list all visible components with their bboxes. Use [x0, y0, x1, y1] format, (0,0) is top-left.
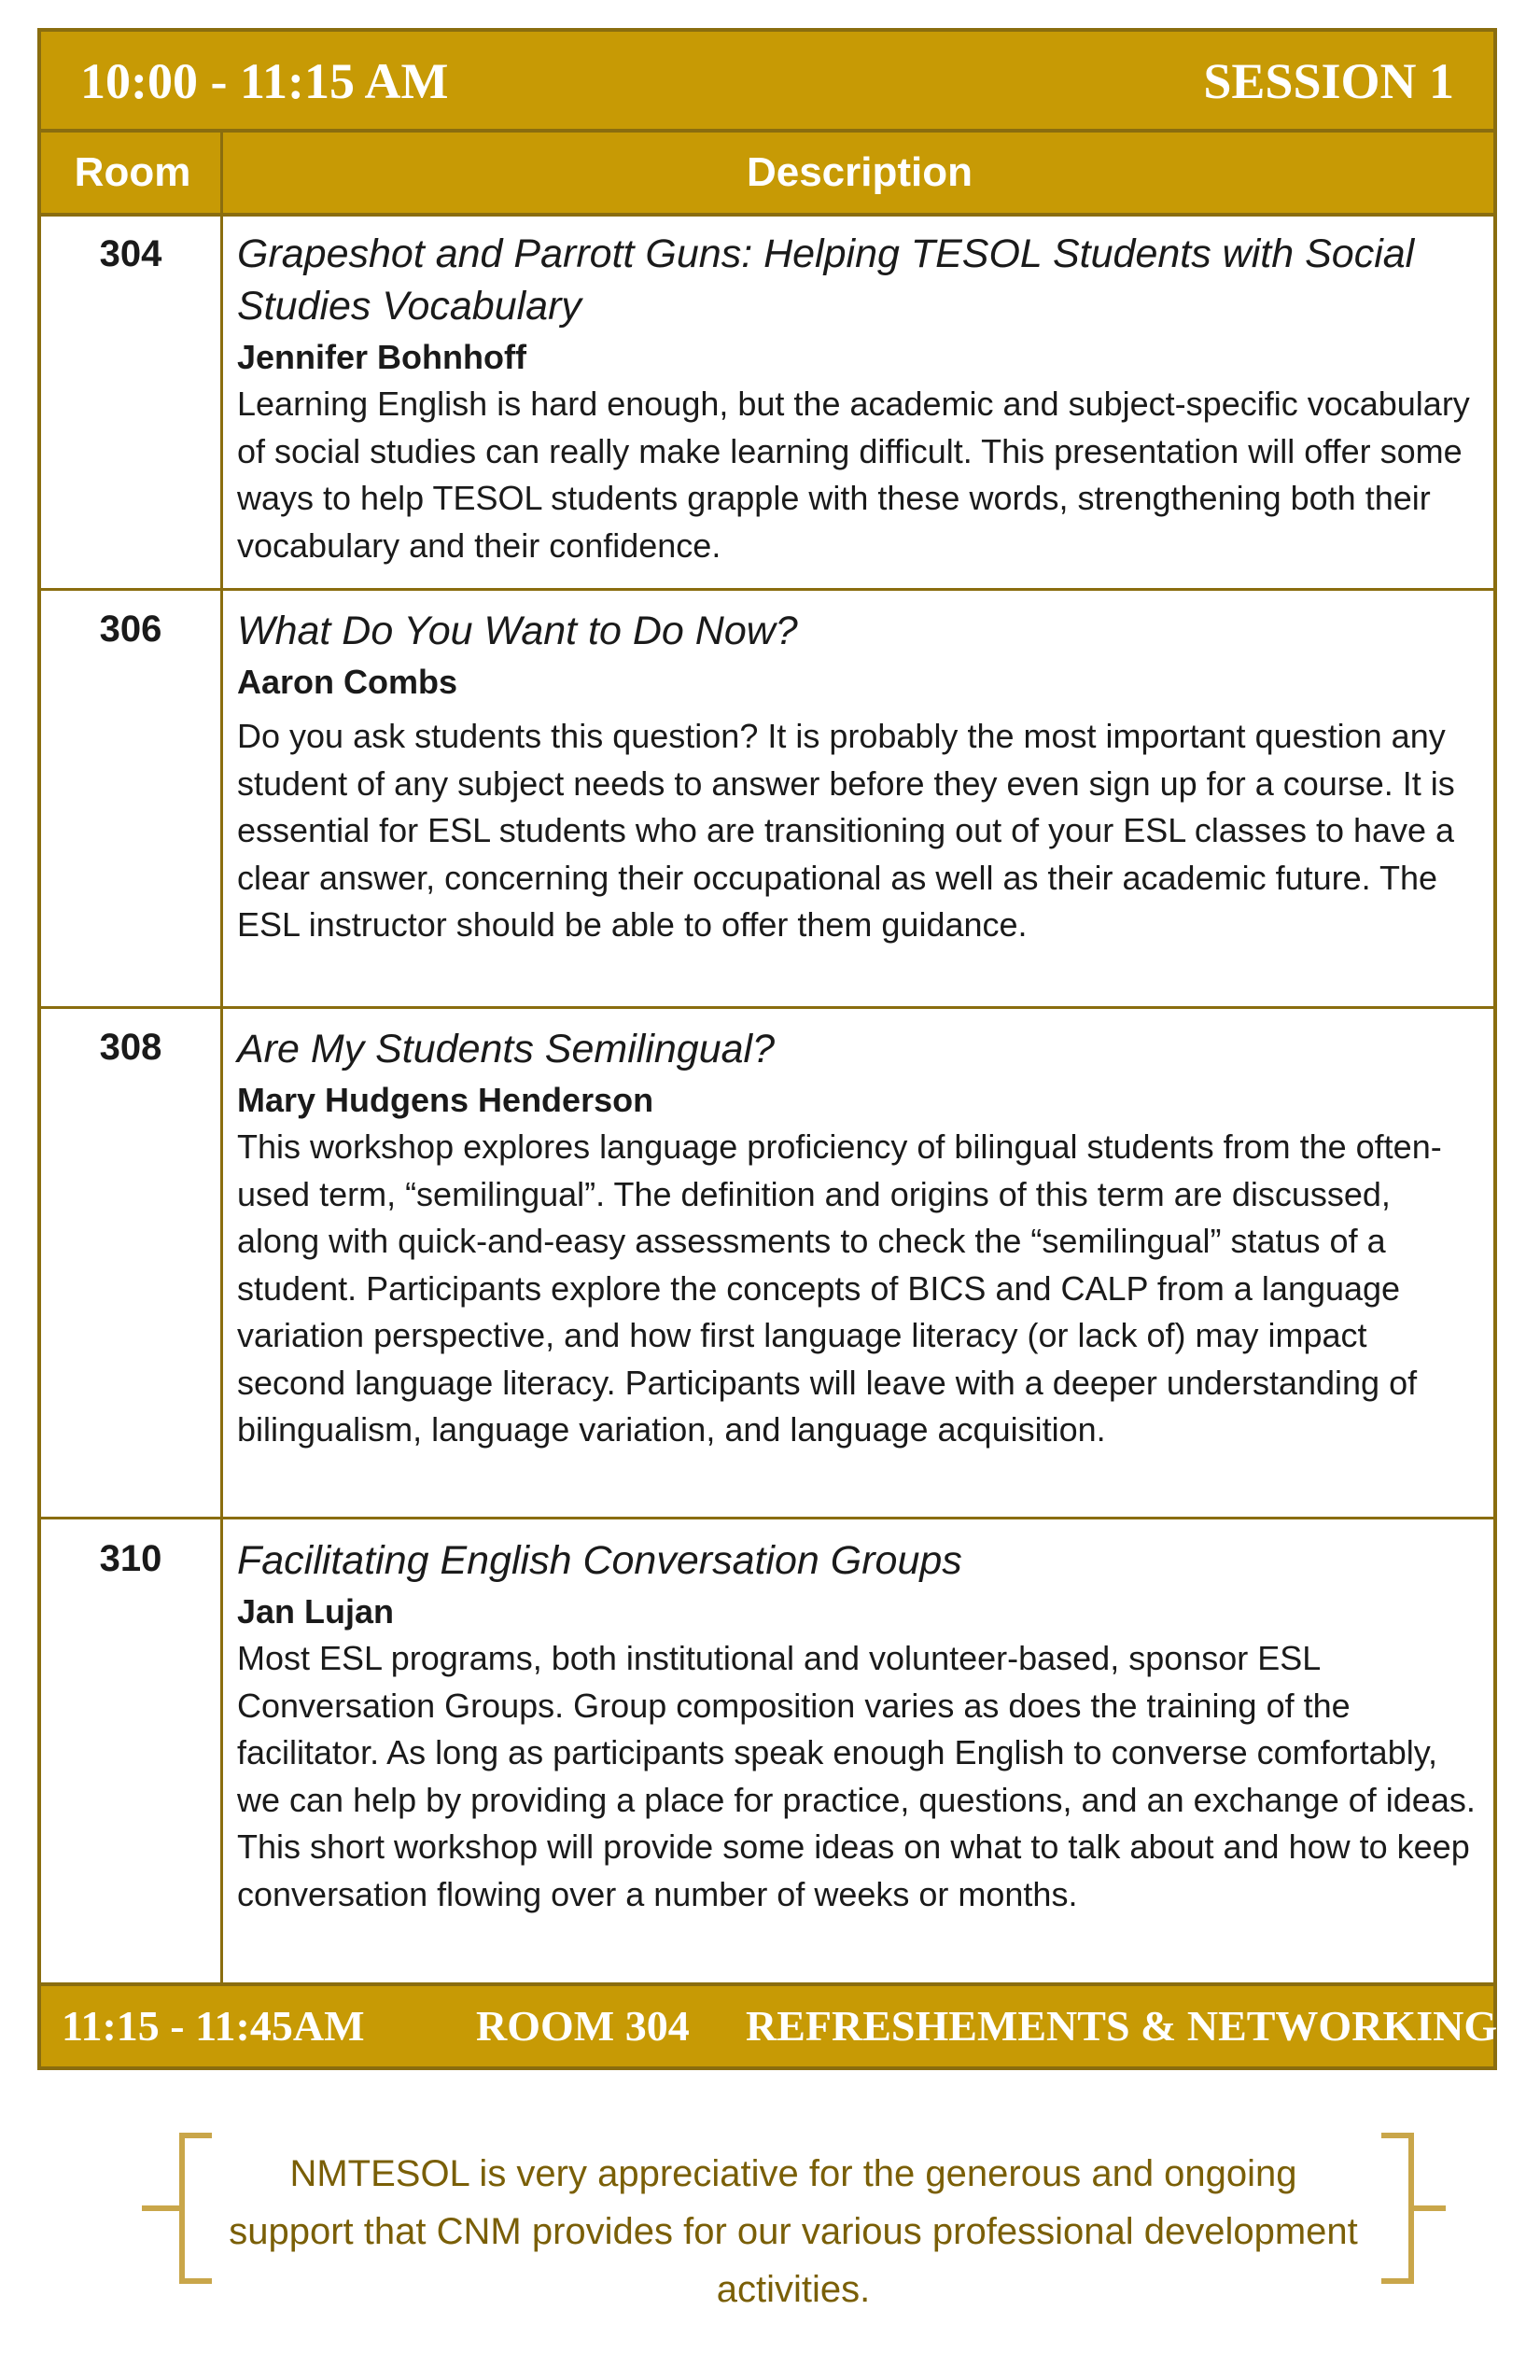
session-title: What Do You Want to Do Now? [237, 609, 798, 653]
room-number: 304 [99, 233, 162, 274]
description-column-header: Description [746, 149, 973, 195]
column-header-row [37, 129, 1497, 217]
session-abstract: Do you ask students this question? It is probably the most important question any student of any subject needs to answer before they even sign up for a course. It is essential for ESL students who are transitioning out of your ESL classes to have a clear answer, concerning their occupational as well as their academic future. The ESL instructor should be able to offer them guidance. [237, 717, 1455, 944]
session-header [37, 28, 1497, 133]
right-bracket-tick [1408, 2205, 1446, 2211]
session-title: Facilitating English Conversation Groups [237, 1538, 962, 1583]
room-number: 306 [99, 609, 162, 650]
row-divider [37, 1517, 1497, 1519]
room-column-header: Room [74, 149, 191, 195]
acknowledgement-note: NMTESOL is very appreciative for the generous and ongoing support that CNM provides for our various professional development activities. [229, 2153, 1358, 2310]
session-title: Are My Students Semilingual? [237, 1027, 776, 1071]
session-abstract: Most ESL programs, both institutional and volunteer-based, sponsor ESL Conversation Groups. Group composition varies as does the training of the facilitator. As long as participants speak enough English to converse comfortably, we can help by providing a place for practice, questions, and an exchange of ideas. This short workshop will provide some ideas on what to talk about and how to keep conversation flowing over a number of weeks or months. [237, 1639, 1476, 1913]
session-description [237, 1023, 1478, 1454]
room-number: 310 [99, 1538, 162, 1579]
presenter-name: Aaron Combs [237, 663, 458, 701]
header-divider [220, 133, 223, 217]
session-abstract: Learning English is hard enough, but the academic and subject-specific vocabulary of social studies can really make learning difficult. This presentation will offer some ways to help TESOL students grapple with these words, strengthening both their vocabulary and their confidence. [237, 385, 1470, 565]
session-description [237, 228, 1478, 569]
left-bracket-decoration [179, 2133, 212, 2284]
row-divider [37, 1006, 1497, 1009]
session-time: 10:00 - 11:15 AM [80, 53, 449, 109]
session-description [237, 605, 1478, 949]
presenter-name: Mary Hudgens Henderson [237, 1081, 654, 1119]
break-time: 11:15 - 11:45AM [62, 2002, 365, 2050]
break-room: ROOM 304 [476, 2002, 690, 2050]
break-banner [37, 1982, 1497, 2070]
session-title: Grapeshot and Parrott Guns: Helping TESOL Students with Social Studies Vocabulary [237, 231, 1415, 329]
room-number: 308 [99, 1027, 162, 1068]
break-event: REFRESHEMENTS & NETWORKING [746, 2002, 1498, 2050]
column-divider [220, 217, 223, 1982]
left-bracket-tick [142, 2205, 179, 2211]
row-divider [37, 588, 1497, 591]
session-description [237, 1534, 1478, 1918]
session-abstract: This workshop explores language proficiency of bilingual students from the often-used term, “semilingual”. The definition and origins of this term are discussed, along with quick-and-easy assessments to check the “semilingual” status of a student. Participants explore the concepts of BICS and CALP from a language variation perspective, and how first language literacy (or lack of) may impact second language literacy. Participants will leave with a deeper understanding of bilingualism, language variation, and language acquisition. [237, 1127, 1442, 1449]
session-label: SESSION 1 [1203, 53, 1454, 109]
presenter-name: Jan Lujan [237, 1592, 395, 1631]
presenter-name: Jennifer Bohnhoff [237, 338, 526, 376]
